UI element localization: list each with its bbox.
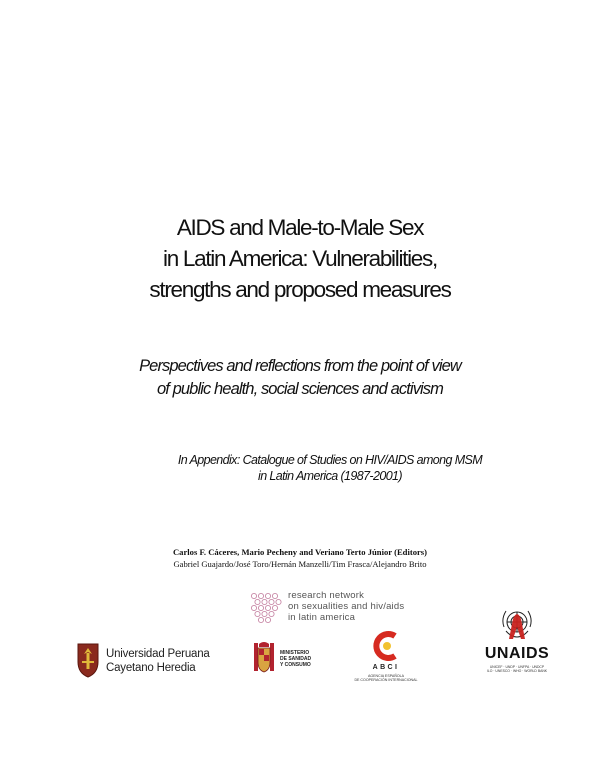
ministerio-line-3: Y CONSUMO (280, 662, 311, 668)
title-line-3: strengths and proposed measures (149, 277, 451, 302)
aeci-c-emblem-icon (371, 630, 401, 662)
subtitle-line-1: Perspectives and reflections from the point of view (139, 357, 461, 375)
network-line-2: on sexualities and hiv/aids (288, 601, 405, 612)
editors-main: Carlos F. Cáceres, Mario Pecheny and Veriano Terto Júnior (Editors) (172, 547, 428, 557)
network-text (288, 590, 404, 623)
unaids-line-2: ILO · UNESCO · WHO · WORLD BANK (486, 669, 548, 674)
aeci-logo (348, 630, 424, 682)
un-emblem-icon (497, 605, 537, 643)
subtitle-line-2: of public health, social sciences and activism (156, 380, 443, 398)
unaids-name: UNAIDS (484, 645, 550, 662)
document-title (0, 212, 600, 305)
ministerio-logo (250, 640, 330, 680)
ministerio-line-1: MINISTERIO (280, 650, 310, 656)
network-line-1: research network (288, 590, 365, 601)
ministerio-line-2: DE SANIDAD (280, 656, 312, 662)
title-line-2: in Latin America: Vulnerabilities, (163, 246, 437, 271)
editors-block (0, 546, 600, 570)
upch-text (106, 647, 210, 675)
spanish-crest-icon (250, 640, 278, 676)
network-line-3: in latin america (288, 612, 356, 623)
network-dots-icon (250, 592, 284, 624)
research-network-logo (250, 590, 430, 630)
aeci-sub-line-2: DE COOPERACIÓN INTERNACIONAL (354, 678, 418, 682)
aeci-sub-line-1: AGENCIA ESPAÑOLA (367, 674, 405, 678)
unaids-logo (474, 605, 560, 685)
aeci-title: ABCI (372, 664, 400, 671)
document-subtitle (0, 355, 600, 401)
appendix-line-1: In Appendix: Catalogue of Studies on HIV/AIDS among MSM (177, 453, 483, 467)
university-shield-icon (76, 642, 100, 678)
unaids-line-1: UNICEF · UNDP · UNFPA · UNDCP (489, 665, 545, 669)
upch-logo (76, 642, 236, 684)
appendix-line-2: in Latin America (1987-2001) (258, 469, 402, 483)
aeci-subtitle (348, 674, 424, 682)
unaids-cosponsors (476, 665, 558, 674)
upch-line-2: Cayetano Heredia (106, 662, 196, 674)
appendix-note (100, 452, 560, 484)
ministerio-text (280, 650, 311, 668)
upch-line-1: Universidad Peruana (106, 648, 210, 660)
editors-contributors: Gabriel Guajardo/José Toro/Hernán Manzelli/Tim Frasca/Alejandro Brito (173, 559, 427, 569)
title-line-1: AIDS and Male-to-Male Sex (176, 215, 424, 240)
